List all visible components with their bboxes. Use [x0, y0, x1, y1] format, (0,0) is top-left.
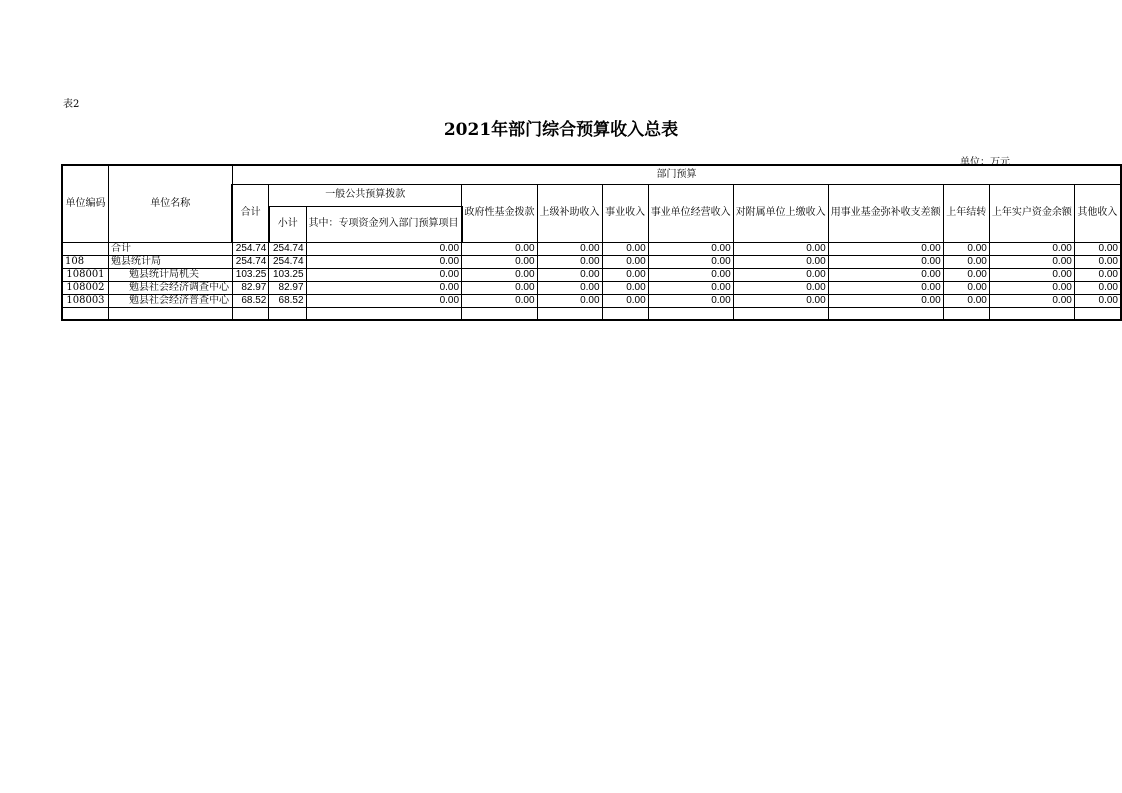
unit-name-cell: 勉县统计局机关 [108, 268, 232, 281]
header-dept-budget: 部门预算 [232, 165, 1121, 184]
header-subtotal: 小计 [269, 206, 306, 242]
gov-fund-cell: 0.00 [462, 294, 538, 307]
empty-cell [306, 307, 462, 320]
header-affiliated-remit: 对附属单位上缴收入 [733, 184, 828, 242]
superior-subsidy-cell: 0.00 [537, 268, 602, 281]
superior-subsidy-cell: 0.00 [537, 294, 602, 307]
empty-cell [269, 307, 306, 320]
fund-offset-cell: 0.00 [828, 281, 943, 294]
total-cell: 254.74 [232, 255, 268, 268]
business-operating-cell: 0.00 [648, 268, 733, 281]
business-operating-cell: 0.00 [648, 242, 733, 255]
table-row [62, 294, 1121, 307]
header-other-income: 其他收入 [1074, 184, 1121, 242]
carryover-cell: 0.00 [943, 294, 989, 307]
empty-row [62, 307, 1121, 320]
carryover-cell: 0.00 [943, 268, 989, 281]
other-income-cell: 0.00 [1074, 255, 1121, 268]
prior-balance-cell: 0.00 [989, 268, 1074, 281]
business-operating-cell: 0.00 [648, 294, 733, 307]
business-income-cell: 0.00 [602, 242, 648, 255]
header-fund-offset: 用事业基金弥补收支差额 [828, 184, 943, 242]
affiliated-remit-cell: 0.00 [733, 294, 828, 307]
table-row [62, 255, 1121, 268]
empty-cell [462, 307, 538, 320]
business-income-cell: 0.00 [602, 281, 648, 294]
special-project-cell: 0.00 [306, 268, 462, 281]
header-name: 单位名称 [108, 165, 232, 242]
empty-cell [828, 307, 943, 320]
subtotal-cell: 254.74 [269, 255, 306, 268]
special-project-cell: 0.00 [306, 281, 462, 294]
gov-fund-cell: 0.00 [462, 268, 538, 281]
affiliated-remit-cell: 0.00 [733, 242, 828, 255]
fund-offset-cell: 0.00 [828, 255, 943, 268]
superior-subsidy-cell: 0.00 [537, 281, 602, 294]
empty-cell [733, 307, 828, 320]
special-project-cell: 0.00 [306, 242, 462, 255]
prior-balance-cell: 0.00 [989, 281, 1074, 294]
table-row [62, 268, 1121, 281]
other-income-cell: 0.00 [1074, 268, 1121, 281]
other-income-cell: 0.00 [1074, 294, 1121, 307]
prior-balance-cell: 0.00 [989, 294, 1074, 307]
empty-cell [943, 307, 989, 320]
affiliated-remit-cell: 0.00 [733, 255, 828, 268]
unit-label: 单位：万元 [960, 157, 1010, 168]
empty-cell [537, 307, 602, 320]
empty-cell [108, 307, 232, 320]
unit-name-cell: 勉县社会经济调查中心 [108, 281, 232, 294]
total-cell: 82.97 [232, 281, 268, 294]
unit-name-cell: 合计 [108, 242, 232, 255]
empty-cell [232, 307, 268, 320]
special-project-cell: 0.00 [306, 255, 462, 268]
business-operating-cell: 0.00 [648, 281, 733, 294]
business-income-cell: 0.00 [602, 268, 648, 281]
table-row [62, 281, 1121, 294]
empty-cell [648, 307, 733, 320]
empty-cell [602, 307, 648, 320]
other-income-cell: 0.00 [1074, 242, 1121, 255]
header-gov-fund: 政府性基金拨款 [462, 184, 538, 242]
budget-table [61, 164, 1122, 321]
subtotal-cell: 103.25 [269, 268, 306, 281]
fund-offset-cell: 0.00 [828, 294, 943, 307]
gov-fund-cell: 0.00 [462, 281, 538, 294]
empty-cell [989, 307, 1074, 320]
superior-subsidy-cell: 0.00 [537, 255, 602, 268]
affiliated-remit-cell: 0.00 [733, 268, 828, 281]
header-carryover: 上年结转 [943, 184, 989, 242]
total-cell: 68.52 [232, 294, 268, 307]
affiliated-remit-cell: 0.00 [733, 281, 828, 294]
unit-code-cell: 108003 [62, 294, 108, 307]
special-project-cell: 0.00 [306, 294, 462, 307]
unit-code-cell: 108001 [62, 268, 108, 281]
document-title: 2021年部门综合预算收入总表 [443, 120, 679, 140]
header-total: 合计 [232, 184, 268, 242]
unit-name-cell: 勉县统计局 [108, 255, 232, 268]
header-business-income: 事业收入 [602, 184, 648, 242]
subtotal-cell: 82.97 [269, 281, 306, 294]
empty-cell [62, 307, 108, 320]
subtotal-cell: 68.52 [269, 294, 306, 307]
business-income-cell: 0.00 [602, 294, 648, 307]
unit-code-cell: 108002 [62, 281, 108, 294]
other-income-cell: 0.00 [1074, 281, 1121, 294]
fund-offset-cell: 0.00 [828, 268, 943, 281]
empty-cell [1074, 307, 1121, 320]
business-operating-cell: 0.00 [648, 255, 733, 268]
header-special-project: 其中：专项资金列入部门预算项目 [306, 206, 462, 242]
gov-fund-cell: 0.00 [462, 242, 538, 255]
prior-balance-cell: 0.00 [989, 255, 1074, 268]
total-cell: 103.25 [232, 268, 268, 281]
header-general-public: 一般公共预算拨款 [269, 184, 462, 206]
unit-code-cell: 108 [62, 255, 108, 268]
fund-offset-cell: 0.00 [828, 242, 943, 255]
prior-balance-cell: 0.00 [989, 242, 1074, 255]
gov-fund-cell: 0.00 [462, 255, 538, 268]
superior-subsidy-cell: 0.00 [537, 242, 602, 255]
header-business-operating: 事业单位经营收入 [648, 184, 733, 242]
business-income-cell: 0.00 [602, 255, 648, 268]
unit-code-cell [62, 242, 108, 255]
carryover-cell: 0.00 [943, 255, 989, 268]
header-superior-subsidy: 上级补助收入 [537, 184, 602, 242]
subtotal-cell: 254.74 [269, 242, 306, 255]
header-prior-balance: 上年实户资金余额 [989, 184, 1074, 242]
unit-name-cell: 勉县社会经济普查中心 [108, 294, 232, 307]
carryover-cell: 0.00 [943, 242, 989, 255]
header-code: 单位编码 [62, 165, 108, 242]
carryover-cell: 0.00 [943, 281, 989, 294]
table-number: 表2 [63, 99, 80, 110]
table-row [62, 242, 1121, 255]
total-cell: 254.74 [232, 242, 268, 255]
